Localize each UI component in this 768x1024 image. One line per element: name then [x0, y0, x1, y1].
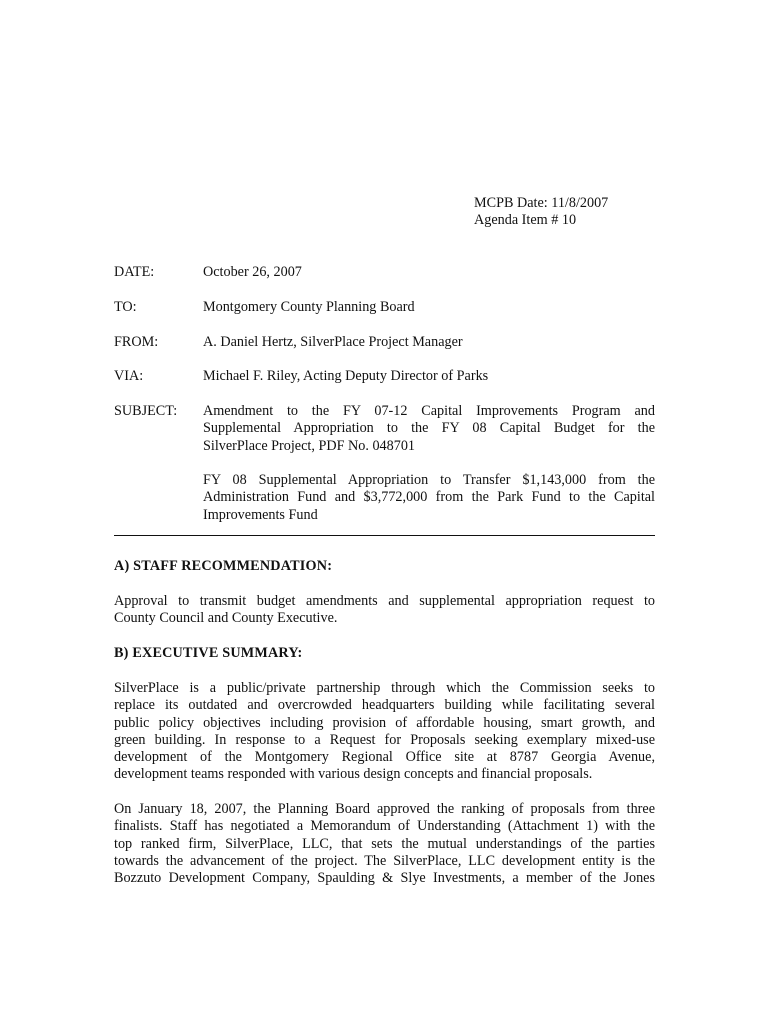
staff-recommendation-paragraph — [114, 593, 655, 628]
paragraph-line: top ranked firm, SilverPlace, LLC, that sets the mutual understandings of the parties — [114, 835, 655, 852]
header-divider — [114, 535, 655, 536]
subject-label: SUBJECT: — [114, 403, 178, 419]
subject-line: Supplemental Appropriation to the FY 08 Capital Budget for the — [203, 420, 655, 437]
from-value: A. Daniel Hertz, SilverPlace Project Manager — [203, 334, 463, 350]
paragraph-line: towards the advancement of the project. The SilverPlace, LLC development entity is the — [114, 852, 655, 869]
executive-summary-heading: B) EXECUTIVE SUMMARY: — [114, 645, 303, 661]
agenda-item: Agenda Item # 10 — [474, 212, 577, 229]
paragraph-line: On January 18, 2007, the Planning Board approved the ranking of proposals from three — [114, 801, 655, 817]
meeting-info — [474, 195, 674, 230]
subject-line: Amendment to the FY 07-12 Capital Improvements Program and — [203, 403, 655, 419]
paragraph-line: County Council and County Executive. — [114, 610, 338, 627]
paragraph-line: replace its outdated and overcrowded headquarters building while facilitating several — [114, 697, 655, 714]
paragraph-line: SilverPlace is a public/private partnership through which the Commission seeks to — [114, 680, 655, 696]
mcpb-date: MCPB Date: 11/8/2007 — [474, 195, 609, 211]
executive-summary-paragraph-1 — [114, 680, 655, 784]
staff-recommendation-heading: A) STAFF RECOMMENDATION: — [114, 558, 333, 574]
subject-line: FY 08 Supplemental Appropriation to Transfer $1,143,000 from the — [203, 472, 655, 488]
paragraph-line: finalists. Staff has negotiated a Memorandum of Understanding (Attachment 1) with the — [114, 818, 655, 835]
paragraph-line: public policy objectives including provision of affordable housing, smart growth, and — [114, 714, 655, 731]
subject-value-2 — [203, 472, 655, 524]
via-label: VIA: — [114, 368, 144, 384]
subject-line: SilverPlace Project, PDF No. 048701 — [203, 437, 416, 454]
to-value: Montgomery County Planning Board — [203, 299, 415, 315]
subject-line: Administration Fund and $3,772,000 from the Park Fund to the Capital — [203, 489, 655, 506]
executive-summary-paragraph-2 — [114, 801, 655, 887]
date-label: DATE: — [114, 264, 155, 280]
paragraph-line: green building. In response to a Request for Proposals seeking exemplary mixed-use — [114, 731, 655, 748]
paragraph-line: development teams responded with various design concepts and financial proposals. — [114, 766, 593, 783]
paragraph-line: development of the Montgomery Regional Office site at 8787 Georgia Avenue, — [114, 749, 655, 766]
subject-line: Improvements Fund — [203, 506, 318, 523]
from-label: FROM: — [114, 334, 159, 350]
paragraph-line: Bozzuto Development Company, Spaulding & Slye Investments, a member of the Jones — [114, 870, 655, 887]
date-value: October 26, 2007 — [203, 264, 302, 280]
paragraph-line: Approval to transmit budget amendments and supplemental appropriation request to — [114, 593, 655, 609]
to-label: TO: — [114, 299, 137, 315]
subject-value-1 — [203, 403, 655, 455]
via-value: Michael F. Riley, Acting Deputy Director of Parks — [203, 368, 489, 384]
